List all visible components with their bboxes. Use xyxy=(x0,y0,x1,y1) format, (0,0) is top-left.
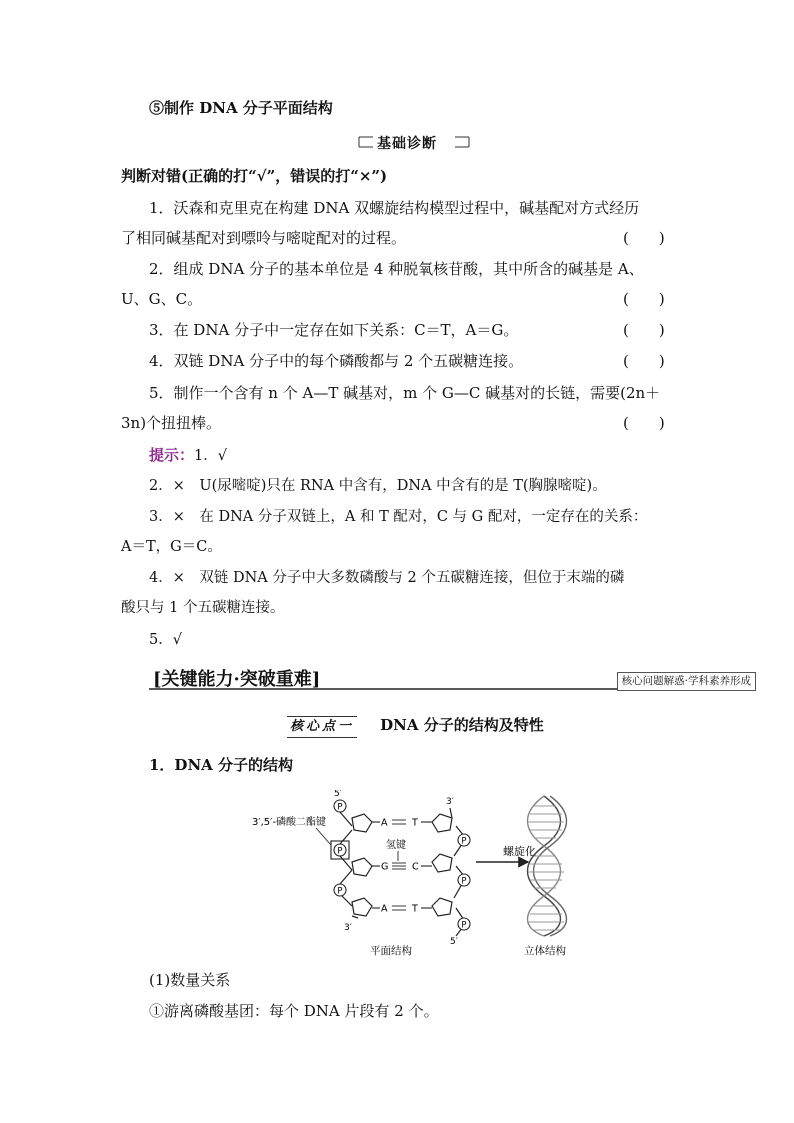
phosphate-left-2-boxed xyxy=(331,841,349,859)
dna-structure-figure xyxy=(240,790,600,960)
svg-text:A: A xyxy=(381,817,388,829)
svg-text:T: T xyxy=(412,903,418,915)
section-bar xyxy=(149,665,756,691)
phosphodiester-bond-label: 3′,5′-磷酸二酯键 xyxy=(252,817,327,828)
left-sugar-2 xyxy=(352,858,372,876)
svg-text:P: P xyxy=(461,836,467,847)
hint-row xyxy=(149,445,227,466)
phosphate-left-3 xyxy=(334,884,346,897)
diagnosis-header xyxy=(357,132,471,152)
left-sugar-1 xyxy=(352,814,372,832)
quantity-heading: (1)数量关系 xyxy=(149,971,231,989)
end-3-prime-top: 3′ xyxy=(446,797,454,807)
core-point-badge: 核心点一 xyxy=(287,716,357,738)
svg-text:G: G xyxy=(381,861,389,873)
question-3: 3．在 DNA 分子中一定存在如下关系：C＝T，A＝G。 xyxy=(149,321,519,339)
section-title: [关键能力·突破重难] xyxy=(153,669,321,690)
end-5-prime-top: 5′ xyxy=(334,790,342,799)
answer-3-line-1: 3．× 在 DNA 分子双链上，A 和 T 配对，C 与 G 配对，一定存在的关系： xyxy=(149,509,648,525)
hydrogen-bond-label: 氢键 xyxy=(386,840,406,851)
answer-5: 5．√ xyxy=(149,632,182,648)
svg-text:P: P xyxy=(337,802,343,813)
base-pair-2 xyxy=(372,862,432,873)
base-pair-3 xyxy=(372,904,432,915)
helix-label: 螺旋化 xyxy=(503,845,536,858)
right-sugar-1 xyxy=(432,814,452,832)
diagnosis-header-label: 基础诊断 xyxy=(377,136,437,152)
answer-4-line-2: 酸只与 1 个五碳糖连接。 xyxy=(121,600,285,616)
end-3-prime-bottom: 3′ xyxy=(344,923,352,933)
question-2-line-1: 2．组成 DNA 分子的基本单位是 4 种脱氧核苷酸，其中所含的碱基是 A、 xyxy=(149,260,644,278)
question-2-answer-blank: ( ) xyxy=(623,290,665,308)
step5-text: ⑤制作 DNA 分子平面结构 xyxy=(149,99,333,117)
svg-text:P: P xyxy=(461,920,467,931)
svg-text:T: T xyxy=(412,817,418,829)
answer-2: 2．× U(尿嘧啶)只在 RNA 中含有，DNA 中含有的是 T(胸腺嘧啶)。 xyxy=(149,478,607,494)
question-5-answer-blank: ( ) xyxy=(623,414,665,432)
svg-text:P: P xyxy=(461,876,467,887)
end-5-prime-bottom: 5′ xyxy=(450,937,458,947)
left-sugar-3 xyxy=(352,898,372,916)
right-strand xyxy=(450,808,467,936)
right-sugar-3 xyxy=(432,898,452,916)
question-5-line-2: 3n)个扭扭棒。 xyxy=(121,414,222,432)
question-1-line-1: 1．沃森和克里克在构建 DNA 双螺旋结构模型过程中，碱基配对方式经历 xyxy=(149,199,640,217)
hint-label: 提示： xyxy=(149,446,195,464)
base-pair-1 xyxy=(372,818,432,829)
phosphate-right-2 xyxy=(458,874,470,887)
answer-1: 1．√ xyxy=(194,448,227,464)
question-2-line-2: U、G、C。 xyxy=(121,290,203,308)
caption-3d: 立体结构 xyxy=(524,945,566,957)
question-3-answer-blank: ( ) xyxy=(623,321,665,339)
svg-text:C: C xyxy=(412,861,419,873)
answer-4-line-1: 4．× 双链 DNA 分子中大多数磷酸与 2 个五碳糖连接，但位于末端的磷 xyxy=(149,570,625,586)
caption-planar: 平面结构 xyxy=(370,945,412,957)
quantity-item-1: ①游离磷酸基团：每个 DNA 片段有 2 个。 xyxy=(149,1002,439,1020)
core-point-title: DNA 分子的结构及特性 xyxy=(380,716,544,734)
svg-text:A: A xyxy=(381,903,388,915)
svg-text:P: P xyxy=(337,846,343,857)
answer-3-line-2: A＝T，G＝C。 xyxy=(121,539,222,555)
question-1-answer-blank: ( ) xyxy=(623,229,665,247)
subsection-1-title: 1．DNA 分子的结构 xyxy=(149,756,294,774)
instruction-text: 判断对错(正确的打“√”，错误的打“×”) xyxy=(121,167,388,185)
question-1-line-2: 了相同碱基配对到嘌呤与嘧啶配对的过程。 xyxy=(121,229,407,247)
question-4-answer-blank: ( ) xyxy=(623,352,665,370)
question-4: 4．双链 DNA 分子中的每个磷酸都与 2 个五碳糖连接。 xyxy=(149,352,524,370)
core-point-heading xyxy=(287,714,544,738)
section-tag: 核心问题解惑·学科素养形成 xyxy=(617,672,756,691)
phosphate-right-1 xyxy=(458,834,470,847)
double-helix-drawing xyxy=(528,796,567,936)
svg-text:P: P xyxy=(337,886,343,897)
phosphate-left-1 xyxy=(334,800,346,813)
question-5-line-1: 5．制作一个含有 n 个 A—T 碱基对，m 个 G—C 碱基对的长链，需要(2n＋ xyxy=(149,384,661,402)
phosphate-right-3 xyxy=(458,918,470,931)
phosphodiester-bond-pointer xyxy=(316,828,331,845)
right-sugar-2 xyxy=(432,854,452,872)
